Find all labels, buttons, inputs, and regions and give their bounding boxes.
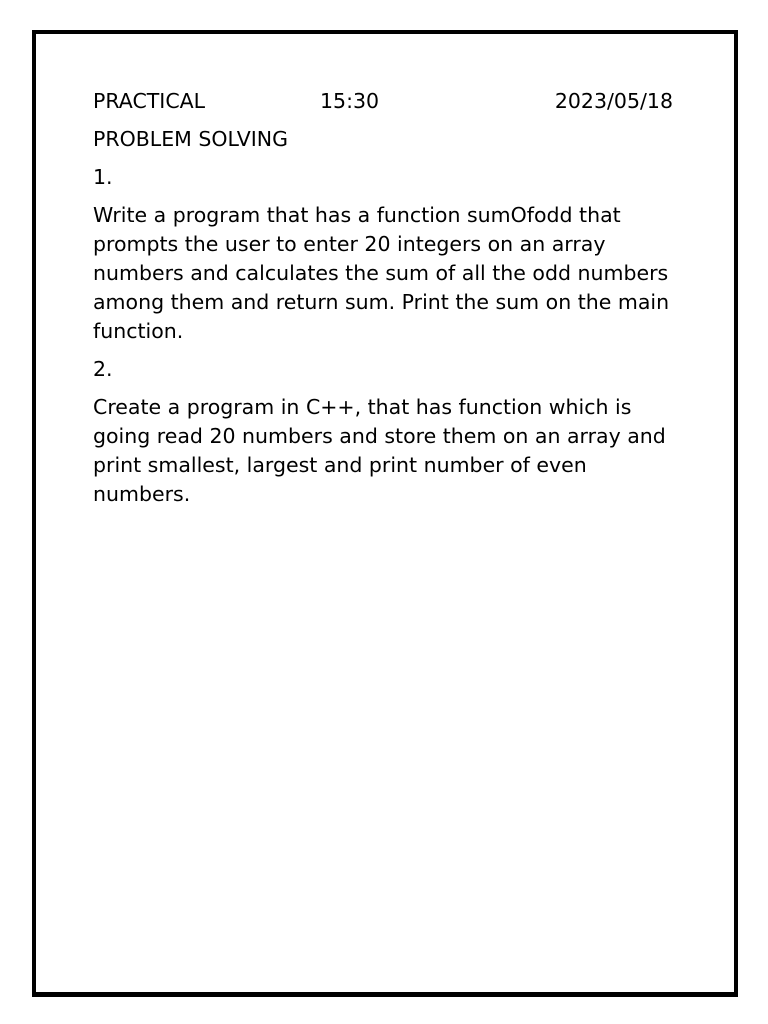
question-1-text: Write a program that has a function sumOfodd that prompts the user to enter 20 integers on an array numbers and calculates the sum of all the odd numbers among them and return sum. Print the sum on the main function.: [93, 203, 670, 343]
subject-title: PROBLEM SOLVING: [93, 127, 288, 151]
header-practical: PRACTICAL: [93, 89, 206, 113]
question-2-text: Create a program in C++, that has function which is going read 20 numbers and store them on an array and print smallest, largest and print number of even numbers.: [93, 395, 666, 506]
question-2-number: 2.: [93, 357, 113, 381]
question-1-number: 1.: [93, 165, 113, 189]
document-body: [93, 87, 673, 518]
header-time: 15:30: [320, 89, 380, 113]
header-row: [93, 87, 673, 116]
header-date: 2023/05/18: [554, 89, 673, 113]
